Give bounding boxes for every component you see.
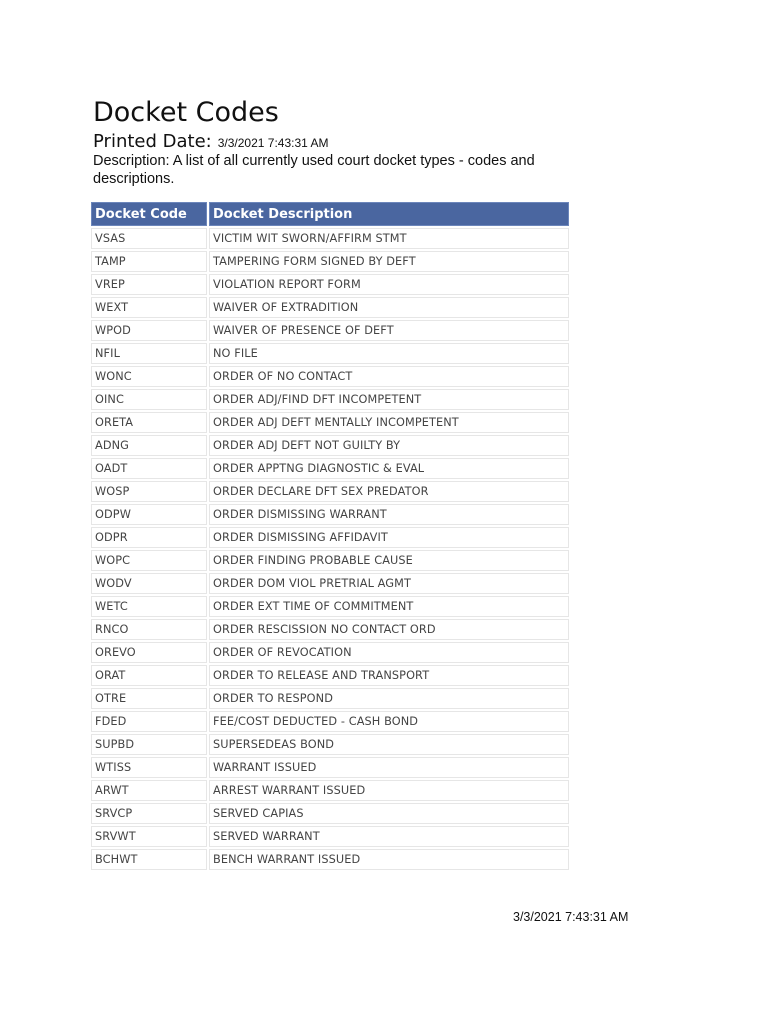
- docket-code-cell: ARWT: [91, 780, 207, 801]
- docket-description-cell: FEE/COST DEDUCTED - CASH BOND: [209, 711, 569, 732]
- docket-code-cell: TAMP: [91, 251, 207, 272]
- docket-description-cell: BENCH WARRANT ISSUED: [209, 849, 569, 870]
- docket-code-cell: WEXT: [91, 297, 207, 318]
- printed-date-label: Printed Date:: [93, 131, 212, 152]
- table-row: [91, 688, 569, 709]
- docket-description-cell: ARREST WARRANT ISSUED: [209, 780, 569, 801]
- table-row: [91, 734, 569, 755]
- docket-code-cell: ORAT: [91, 665, 207, 686]
- docket-description-cell: ORDER TO RELEASE AND TRANSPORT: [209, 665, 569, 686]
- table-row: [91, 596, 569, 617]
- docket-code-cell: WTISS: [91, 757, 207, 778]
- header-docket-description: Docket Description: [209, 202, 569, 226]
- table-row: [91, 251, 569, 272]
- table-row: [91, 343, 569, 364]
- docket-code-cell: NFIL: [91, 343, 207, 364]
- docket-code-cell: OINC: [91, 389, 207, 410]
- docket-code-cell: WODV: [91, 573, 207, 594]
- report-description: Description: A list of all currently used court docket types - codes and descriptions.: [93, 153, 535, 187]
- table-row: [91, 481, 569, 502]
- docket-description-cell: SERVED WARRANT: [209, 826, 569, 847]
- docket-description-cell: ORDER DOM VIOL PRETRIAL AGMT: [209, 573, 569, 594]
- table-row: [91, 320, 569, 341]
- docket-description-cell: WARRANT ISSUED: [209, 757, 569, 778]
- docket-code-cell: ODPR: [91, 527, 207, 548]
- table-row: [91, 366, 569, 387]
- docket-code-cell: SUPBD: [91, 734, 207, 755]
- table-row: [91, 504, 569, 525]
- table-row: [91, 389, 569, 410]
- docket-code-cell: ODPW: [91, 504, 207, 525]
- docket-description-cell: ORDER APPTNG DIAGNOSTIC & EVAL: [209, 458, 569, 479]
- table-row: [91, 803, 569, 824]
- docket-code-cell: WOSP: [91, 481, 207, 502]
- table-row: [91, 849, 569, 870]
- page-title: Docket Codes: [93, 97, 279, 128]
- docket-description-cell: WAIVER OF EXTRADITION: [209, 297, 569, 318]
- table-row: [91, 665, 569, 686]
- docket-code-cell: SRVCP: [91, 803, 207, 824]
- docket-description-cell: ORDER DECLARE DFT SEX PREDATOR: [209, 481, 569, 502]
- table-row: [91, 757, 569, 778]
- docket-description-cell: ORDER TO RESPOND: [209, 688, 569, 709]
- table-row: [91, 274, 569, 295]
- table-row: [91, 711, 569, 732]
- docket-code-cell: RNCO: [91, 619, 207, 640]
- docket-description-cell: VIOLATION REPORT FORM: [209, 274, 569, 295]
- docket-code-cell: SRVWT: [91, 826, 207, 847]
- docket-description-cell: ORDER ADJ/FIND DFT INCOMPETENT: [209, 389, 569, 410]
- docket-code-cell: WONC: [91, 366, 207, 387]
- docket-code-cell: ORETA: [91, 412, 207, 433]
- docket-codes-table: [89, 200, 571, 872]
- docket-description-cell: ORDER EXT TIME OF COMMITMENT: [209, 596, 569, 617]
- docket-description-cell: ORDER ADJ DEFT NOT GUILTY BY: [209, 435, 569, 456]
- table-row: [91, 573, 569, 594]
- docket-description-cell: VICTIM WIT SWORN/AFFIRM STMT: [209, 228, 569, 249]
- docket-code-cell: ADNG: [91, 435, 207, 456]
- docket-code-cell: FDED: [91, 711, 207, 732]
- table-row: [91, 458, 569, 479]
- footer-timestamp: 3/3/2021 7:43:31 AM: [513, 910, 629, 924]
- table-row: [91, 435, 569, 456]
- docket-description-cell: NO FILE: [209, 343, 569, 364]
- docket-description-cell: ORDER DISMISSING AFFIDAVIT: [209, 527, 569, 548]
- table-row: [91, 297, 569, 318]
- table-header-row: [91, 202, 569, 226]
- docket-description-cell: ORDER OF NO CONTACT: [209, 366, 569, 387]
- table-row: [91, 642, 569, 663]
- docket-code-cell: OTRE: [91, 688, 207, 709]
- header-docket-code: Docket Code: [91, 202, 207, 226]
- docket-description-cell: ORDER FINDING PROBABLE CAUSE: [209, 550, 569, 571]
- docket-code-cell: OREVO: [91, 642, 207, 663]
- docket-description-cell: ORDER DISMISSING WARRANT: [209, 504, 569, 525]
- docket-description-cell: SUPERSEDEAS BOND: [209, 734, 569, 755]
- docket-code-cell: VREP: [91, 274, 207, 295]
- docket-description-cell: SERVED CAPIAS: [209, 803, 569, 824]
- table-row: [91, 412, 569, 433]
- table-body: [91, 228, 569, 870]
- table-row: [91, 527, 569, 548]
- docket-code-cell: WETC: [91, 596, 207, 617]
- table-row: [91, 228, 569, 249]
- docket-code-cell: BCHWT: [91, 849, 207, 870]
- docket-description-cell: TAMPERING FORM SIGNED BY DEFT: [209, 251, 569, 272]
- docket-code-cell: VSAS: [91, 228, 207, 249]
- docket-description-cell: ORDER RESCISSION NO CONTACT ORD: [209, 619, 569, 640]
- printed-date-value: 3/3/2021 7:43:31 AM: [217, 136, 329, 150]
- docket-code-cell: WOPC: [91, 550, 207, 571]
- docket-description-cell: WAIVER OF PRESENCE OF DEFT: [209, 320, 569, 341]
- docket-description-cell: ORDER ADJ DEFT MENTALLY INCOMPETENT: [209, 412, 569, 433]
- docket-description-cell: ORDER OF REVOCATION: [209, 642, 569, 663]
- table-row: [91, 550, 569, 571]
- docket-code-cell: WPOD: [91, 320, 207, 341]
- table-row: [91, 826, 569, 847]
- table-row: [91, 619, 569, 640]
- table-row: [91, 780, 569, 801]
- docket-code-cell: OADT: [91, 458, 207, 479]
